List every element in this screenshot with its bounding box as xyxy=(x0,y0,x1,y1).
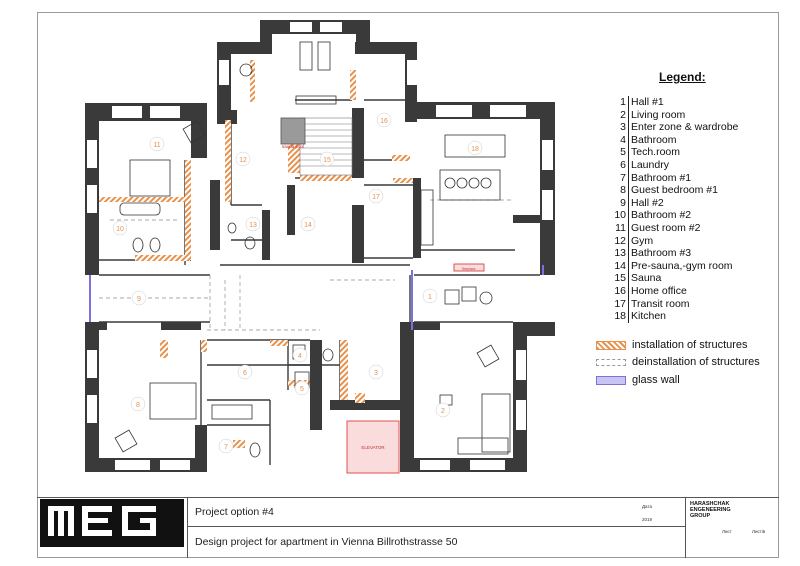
room-marker-13 xyxy=(246,217,260,231)
legend-item: 7 Bathroom #1 xyxy=(620,171,692,184)
room-marker-11 xyxy=(150,137,164,151)
key-installation: installation of structures xyxy=(596,339,748,351)
svg-text:12: 12 xyxy=(239,157,247,164)
room-marker-7 xyxy=(219,439,233,453)
svg-text:10: 10 xyxy=(116,226,124,233)
sauna-pool-label: sauna pool xyxy=(281,144,305,149)
svg-text:7: 7 xyxy=(224,444,228,451)
sheet-label: Лист xyxy=(722,529,732,534)
legend-item: 18 Kitchen xyxy=(614,310,667,323)
room-marker-6 xyxy=(238,365,252,379)
key-deinstallation: deinstallation of structures xyxy=(596,356,760,368)
svg-text:17: 17 xyxy=(372,194,380,201)
svg-text:13: 13 xyxy=(249,222,257,229)
deinstallation-swatch xyxy=(596,359,626,366)
year: 2019 xyxy=(642,517,653,522)
svg-text:14: 14 xyxy=(304,222,312,229)
svg-text:3: 3 xyxy=(374,370,378,377)
legend-item: 9 Hall #2 xyxy=(620,196,664,209)
key-glass: glass wall xyxy=(596,374,680,386)
legend-title: Legend: xyxy=(659,70,706,84)
room-marker-10 xyxy=(113,221,127,235)
installation-swatch xyxy=(596,341,626,350)
room-marker-5 xyxy=(295,381,309,395)
fireplace-label: fireplace xyxy=(462,267,476,271)
room-marker-18 xyxy=(468,141,482,155)
svg-text:4: 4 xyxy=(298,353,302,360)
svg-text:6: 6 xyxy=(243,370,247,377)
room-marker-17 xyxy=(369,189,383,203)
elevator-label: ELEVATOR xyxy=(361,445,385,450)
legend-item: 16 Home office xyxy=(614,284,687,297)
legend-item: 4 Bathroom xyxy=(620,133,677,146)
legend-item: 5 Tech.room xyxy=(620,146,681,159)
room-marker-4 xyxy=(293,348,307,362)
logo-box xyxy=(37,498,188,558)
svg-text:15: 15 xyxy=(323,157,331,164)
svg-text:18: 18 xyxy=(471,146,479,153)
legend-item: 17 Transit room xyxy=(614,297,690,310)
legend-item: 13 Bathroom #3 xyxy=(614,247,692,260)
legend-item: 10 Bathroom #2 xyxy=(614,209,692,222)
legend-item: 1 Hall #1 xyxy=(620,96,664,108)
sheets-label: Листів xyxy=(752,529,766,534)
title-block xyxy=(37,497,779,559)
room-marker-2 xyxy=(436,403,450,417)
svg-text:8: 8 xyxy=(136,402,140,409)
walls xyxy=(85,20,555,472)
svg-text:11: 11 xyxy=(153,142,161,149)
svg-text:2: 2 xyxy=(441,408,445,415)
logo-tagline: HARASHCHAK ENGENEERING GROUP xyxy=(41,548,168,554)
date-label: Дата xyxy=(642,504,652,509)
legend-item: 6 Laundry xyxy=(620,158,669,171)
room-marker-16 xyxy=(377,113,391,127)
legend-item: 14 Pre-sauna,-gym room xyxy=(614,259,733,272)
room-marker-15 xyxy=(320,152,334,166)
project-option-row xyxy=(187,498,685,527)
legend-item: 3 Enter zone & wardrobe xyxy=(620,121,739,134)
glass-swatch xyxy=(596,376,626,385)
room-marker-9 xyxy=(132,291,146,305)
company-name: HARASHCHAK ENGENEERING GROUP xyxy=(690,501,731,519)
room-marker-1 xyxy=(423,289,437,303)
project-description: Design project for apartment in Vienna Billrothstrasse 50 xyxy=(195,536,458,548)
room-marker-3 xyxy=(369,365,383,379)
legend-item: 12 Gym xyxy=(614,234,654,247)
svg-text:5: 5 xyxy=(300,386,304,393)
sauna-pool xyxy=(281,118,305,144)
legend-item: 2 Living room xyxy=(620,108,686,121)
room-marker-12 xyxy=(236,152,250,166)
stairs xyxy=(300,118,352,175)
legend-item: 15 Sauna xyxy=(614,272,662,285)
svg-text:1: 1 xyxy=(428,294,432,301)
svg-text:16: 16 xyxy=(380,118,388,125)
room-marker-8 xyxy=(131,397,145,411)
project-option: Project option #4 xyxy=(195,506,274,518)
room-marker-14 xyxy=(301,217,315,231)
svg-text:9: 9 xyxy=(137,296,141,303)
legend-list xyxy=(612,96,782,323)
legend-item: 8 Guest bedroom #1 xyxy=(620,184,718,197)
legend-item: 11 Guest room #2 xyxy=(615,221,701,234)
